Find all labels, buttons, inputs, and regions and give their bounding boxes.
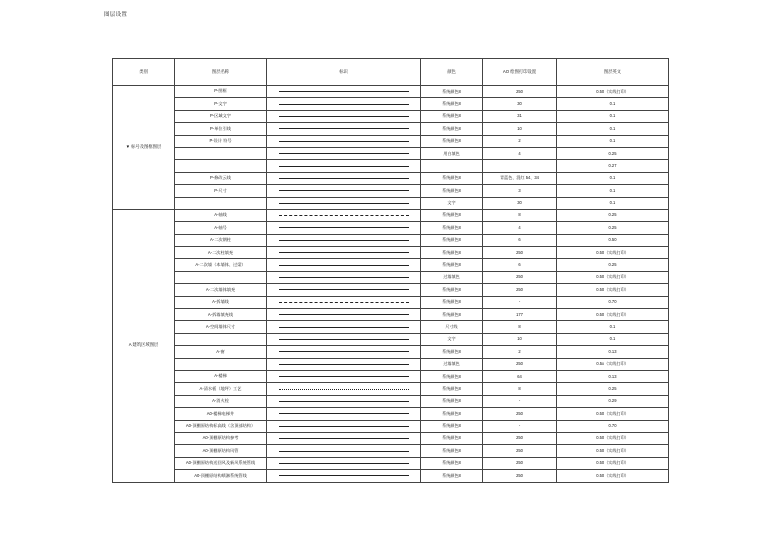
layer-lineweight-cell: 250 (483, 470, 557, 482)
line-style-preview-icon (279, 451, 409, 452)
table-row (113, 98, 669, 110)
column-header-category: 类别 (113, 59, 175, 86)
layer-lineweight-cell: 青蓝色、混红 54、34 (483, 172, 557, 184)
layer-color-cell: 系统颜色8 (421, 432, 483, 444)
layer-color-cell: 系统颜色8 (421, 395, 483, 407)
layer-name-cell: P-修改云线 (175, 172, 267, 184)
table-row (113, 197, 669, 209)
line-style-preview-icon (279, 401, 409, 402)
layer-color-cell (421, 160, 483, 172)
layer-name-cell: P-图框 (175, 86, 267, 98)
layer-lineweight-cell: 8 (483, 321, 557, 333)
line-style-preview-icon (279, 277, 409, 278)
column-header-color: 颜色 (421, 59, 483, 86)
layer-lineweight-cell: 4 (483, 147, 557, 159)
line-style-preview-icon (279, 178, 409, 179)
layer-print-cell: 0.50（实线打印） (557, 408, 669, 420)
line-style-preview-icon (279, 91, 409, 92)
line-style-preview-icon (279, 153, 409, 154)
layer-name-cell (175, 160, 267, 172)
layer-print-cell: 0.50（实线打印） (557, 271, 669, 283)
layer-lineweight-cell: 250 (483, 247, 557, 259)
layer-lineweight-cell: 3 (483, 185, 557, 197)
column-header-layer-name: 图层名称 (175, 59, 267, 86)
layer-name-cell: A0-顶棚原结构喷淋系统管线 (175, 470, 267, 482)
layer-mark-cell (267, 370, 421, 382)
table-row (113, 432, 669, 444)
table-row (113, 445, 669, 457)
layer-name-cell: A0-顶棚原结构参考 (175, 432, 267, 444)
column-header-print-settings: AO 绘图打印设置 (483, 59, 557, 86)
line-style-preview-icon (279, 438, 409, 439)
layer-mark-cell (267, 309, 421, 321)
layer-name-cell: A-窗 (175, 346, 267, 358)
layer-print-cell: 0.1 (557, 110, 669, 122)
layer-name-cell: P-单位引线 (175, 123, 267, 135)
layer-mark-cell (267, 395, 421, 407)
layer-color-cell: 系统颜色8 (421, 247, 483, 259)
table-row (113, 209, 669, 221)
layer-lineweight-cell: 10 (483, 123, 557, 135)
layer-mark-cell (267, 358, 421, 370)
layer-print-cell: 0.13 (557, 370, 669, 382)
layer-mark-cell (267, 383, 421, 395)
layer-mark-cell (267, 445, 421, 457)
layer-lineweight-cell: 30 (483, 197, 557, 209)
layer-lineweight-cell: 250 (483, 432, 557, 444)
layer-color-cell: 系统颜色8 (421, 135, 483, 147)
table-row (113, 135, 669, 147)
layer-color-cell: 系统颜色8 (421, 259, 483, 271)
layer-print-cell: 0.1 (557, 123, 669, 135)
layer-color-cell: 系统颜色8 (421, 457, 483, 469)
table-row (113, 172, 669, 184)
layer-mark-cell (267, 197, 421, 209)
page-title: 图层设置 (104, 12, 128, 18)
layer-name-cell: A-二次墙（本墙体、过梁） (175, 259, 267, 271)
line-style-preview-icon (279, 389, 409, 390)
table-row (113, 457, 669, 469)
table-row (113, 309, 669, 321)
line-style-preview-icon (279, 203, 409, 204)
layer-print-cell: 0.50（实线打印） (557, 247, 669, 259)
layer-lineweight-cell: 6 (483, 259, 557, 271)
layer-lineweight-cell: - (483, 420, 557, 432)
layer-color-cell: 系统颜色8 (421, 296, 483, 308)
line-style-preview-icon (279, 351, 409, 352)
layer-color-cell: 过墙填色 (421, 271, 483, 283)
layer-print-cell: 0.1 (557, 172, 669, 184)
table-row (113, 383, 669, 395)
layer-lineweight-cell (483, 160, 557, 172)
line-style-preview-icon (279, 190, 409, 191)
column-header-layer-english: 图层英文 (557, 59, 669, 86)
layer-color-cell: 系统颜色8 (421, 445, 483, 457)
table-row (113, 420, 669, 432)
line-style-preview-icon (279, 364, 409, 365)
layer-settings-table-wrap (112, 58, 668, 483)
layer-print-cell: 0.50（实线打印） (557, 284, 669, 296)
line-style-preview-icon (279, 128, 409, 129)
table-row (113, 408, 669, 420)
layer-print-cell: 0.1 (557, 321, 669, 333)
table-row (113, 333, 669, 345)
layer-print-cell: 0.50（实线打印） (557, 445, 669, 457)
table-row (113, 247, 669, 259)
layer-name-cell (175, 333, 267, 345)
layer-color-cell: 系统颜色8 (421, 346, 483, 358)
layer-print-cell: 0.1 (557, 185, 669, 197)
table-row (113, 222, 669, 234)
layer-color-cell: 系统颜色8 (421, 110, 483, 122)
layer-mark-cell (267, 296, 421, 308)
layer-name-cell: A-二次钢柱 (175, 234, 267, 246)
layer-lineweight-cell: 250 (483, 457, 557, 469)
layer-print-cell: 0.25 (557, 209, 669, 221)
layer-color-cell: 系统颜色8 (421, 86, 483, 98)
layer-name-cell: A-消火栓 (175, 395, 267, 407)
layer-mark-cell (267, 147, 421, 159)
layer-color-cell: 系统颜色8 (421, 284, 483, 296)
line-style-preview-icon (279, 376, 409, 377)
layer-name-cell: A-二次柱填充 (175, 247, 267, 259)
layer-print-cell: 0.25 (557, 383, 669, 395)
table-row (113, 284, 669, 296)
layer-lineweight-cell: - (483, 395, 557, 407)
layer-lineweight-cell: 6 (483, 234, 557, 246)
layer-print-cell: 0.1 (557, 197, 669, 209)
layer-print-cell: 0.50 (557, 234, 669, 246)
layer-mark-cell (267, 123, 421, 135)
line-style-preview-icon (279, 252, 409, 253)
line-style-preview-icon (279, 104, 409, 105)
layer-mark-cell (267, 247, 421, 259)
line-style-preview-icon (279, 339, 409, 340)
layer-color-cell: 系统颜色8 (421, 408, 483, 420)
layer-lineweight-cell: 2 (483, 346, 557, 358)
layer-lineweight-cell: 10 (483, 333, 557, 345)
layer-lineweight-cell: 250 (483, 284, 557, 296)
line-style-preview-icon (279, 141, 409, 142)
table-row (113, 271, 669, 283)
line-style-preview-icon (279, 475, 409, 476)
layer-print-cell: 0.29 (557, 395, 669, 407)
layer-color-cell: 系统颜色8 (421, 123, 483, 135)
layer-name-cell: P-文字 (175, 98, 267, 110)
layer-lineweight-cell: 250 (483, 271, 557, 283)
layer-color-cell: 系统颜色8 (421, 185, 483, 197)
group-label-cell[interactable]: A 建筑区域图层 (113, 209, 175, 482)
layer-print-cell: 0.25 (557, 259, 669, 271)
line-style-preview-icon (279, 116, 409, 117)
layer-mark-cell (267, 321, 421, 333)
layer-mark-cell (267, 234, 421, 246)
layer-mark-cell (267, 98, 421, 110)
layer-print-cell: 0.70 (557, 420, 669, 432)
layer-lineweight-cell: 30 (483, 98, 557, 110)
table-row (113, 234, 669, 246)
layer-lineweight-cell: 4 (483, 222, 557, 234)
layer-mark-cell (267, 160, 421, 172)
layer-color-cell: 系统颜色8 (421, 209, 483, 221)
layer-print-cell: 0.50（实线打印） (557, 470, 669, 482)
table-row (113, 346, 669, 358)
table-header-row (113, 59, 669, 86)
layer-mark-cell (267, 470, 421, 482)
layer-name-cell: A0-楼梯电梯井 (175, 408, 267, 420)
layer-mark-cell (267, 271, 421, 283)
layer-name-cell: A0-顶棚原结构送回风及新风系统管线 (175, 457, 267, 469)
table-row (113, 470, 669, 482)
layer-name-cell: P-尺寸 (175, 185, 267, 197)
table-row (113, 259, 669, 271)
layer-print-cell: 0.1 (557, 98, 669, 110)
layer-lineweight-cell: 8 (483, 383, 557, 395)
layer-mark-cell (267, 333, 421, 345)
layer-color-cell: 系统颜色8 (421, 222, 483, 234)
layer-print-cell: 0.27 (557, 160, 669, 172)
column-header-mark: 标识 (267, 59, 421, 86)
layer-print-cell: 0.25 (557, 222, 669, 234)
layer-mark-cell (267, 110, 421, 122)
layer-mark-cell (267, 284, 421, 296)
line-style-preview-icon (279, 227, 409, 228)
layer-name-cell: A-拆墙线 (175, 296, 267, 308)
table-row (113, 358, 669, 370)
layer-mark-cell (267, 185, 421, 197)
layer-print-cell: 0.25 (557, 147, 669, 159)
layer-name-cell (175, 358, 267, 370)
layer-print-cell: 0.5x（实线打印） (557, 358, 669, 370)
table-row (113, 296, 669, 308)
table-row (113, 160, 669, 172)
layer-mark-cell (267, 172, 421, 184)
layer-mark-cell (267, 408, 421, 420)
layer-print-cell: 0.1 (557, 135, 669, 147)
layer-name-cell (175, 147, 267, 159)
layer-name-cell: P-设计 符号 (175, 135, 267, 147)
layer-lineweight-cell: 2 (483, 135, 557, 147)
layer-color-cell: 过墙填色 (421, 358, 483, 370)
layer-print-cell: 0.70 (557, 296, 669, 308)
layer-lineweight-cell: 31 (483, 110, 557, 122)
group-label-cell[interactable]: ▼ 标号及图框图层 (113, 86, 175, 210)
layer-color-cell: 系统颜色8 (421, 420, 483, 432)
layer-color-cell: 系统颜色8 (421, 234, 483, 246)
layer-name-cell (175, 271, 267, 283)
layer-print-cell: 0.50（实线打印） (557, 86, 669, 98)
line-style-preview-icon (279, 166, 409, 167)
line-style-preview-icon (279, 265, 409, 266)
layer-mark-cell (267, 432, 421, 444)
layer-lineweight-cell: 8 (483, 209, 557, 221)
layer-mark-cell (267, 222, 421, 234)
layer-name-cell: A-拆墙填充线 (175, 309, 267, 321)
table-row (113, 395, 669, 407)
layer-color-cell: 系统颜色8 (421, 370, 483, 382)
line-style-preview-icon (279, 215, 409, 216)
layer-print-cell: 0.13 (557, 346, 669, 358)
layer-lineweight-cell: 177 (483, 309, 557, 321)
layer-color-cell: 系统颜色8 (421, 98, 483, 110)
table-row (113, 370, 669, 382)
layer-name-cell: A-楼梯 (175, 370, 267, 382)
layer-lineweight-cell: 64 (483, 370, 557, 382)
layer-lineweight-cell: 250 (483, 86, 557, 98)
layer-name-cell: A-轴线 (175, 209, 267, 221)
line-style-preview-icon (279, 314, 409, 315)
layer-mark-cell (267, 209, 421, 221)
table-row (113, 185, 669, 197)
line-style-preview-icon (279, 463, 409, 464)
layer-color-cell: 系统颜色8 (421, 383, 483, 395)
layer-name-cell (175, 197, 267, 209)
layer-print-cell: 0.50（实线打印） (557, 457, 669, 469)
layer-name-cell: A-清水板（地坪）工艺 (175, 383, 267, 395)
layer-mark-cell (267, 457, 421, 469)
line-style-preview-icon (279, 413, 409, 414)
layer-color-cell: 文字 (421, 197, 483, 209)
layer-print-cell: 0.50（实线打印） (557, 309, 669, 321)
layer-name-cell: A0-顶棚原结构风管 (175, 445, 267, 457)
layer-color-cell: 用白填色 (421, 147, 483, 159)
layer-color-cell: 系统颜色8 (421, 470, 483, 482)
layer-color-cell: 系统颜色8 (421, 172, 483, 184)
layer-lineweight-cell: 250 (483, 445, 557, 457)
layer-mark-cell (267, 346, 421, 358)
layer-settings-table (112, 58, 669, 483)
line-style-preview-icon (279, 327, 409, 328)
layer-name-cell: P-区域文字 (175, 110, 267, 122)
line-style-preview-icon (279, 426, 409, 427)
table-row (113, 123, 669, 135)
layer-lineweight-cell: - (483, 296, 557, 308)
line-style-preview-icon (279, 289, 409, 290)
layer-color-cell: 尺寸线 (421, 321, 483, 333)
table-row (113, 321, 669, 333)
layer-print-cell: 0.50（实线打印） (557, 432, 669, 444)
line-style-preview-icon (279, 240, 409, 241)
layer-lineweight-cell: 250 (483, 358, 557, 370)
layer-name-cell: A-轴号 (175, 222, 267, 234)
layer-name-cell: A0-顶棚原结构标高线（含顶部结构） (175, 420, 267, 432)
table-row (113, 86, 669, 98)
layer-print-cell: 0.1 (557, 333, 669, 345)
layer-mark-cell (267, 135, 421, 147)
layer-name-cell: A-二次墙体填充 (175, 284, 267, 296)
layer-color-cell: 文字 (421, 333, 483, 345)
table-row (113, 110, 669, 122)
layer-mark-cell (267, 259, 421, 271)
layer-mark-cell (267, 86, 421, 98)
layer-color-cell: 系统颜色8 (421, 309, 483, 321)
layer-mark-cell (267, 420, 421, 432)
table-body (113, 86, 669, 483)
table-row (113, 147, 669, 159)
layer-name-cell: A-空间墙体尺寸 (175, 321, 267, 333)
layer-lineweight-cell: 250 (483, 408, 557, 420)
line-style-preview-icon (279, 302, 409, 303)
